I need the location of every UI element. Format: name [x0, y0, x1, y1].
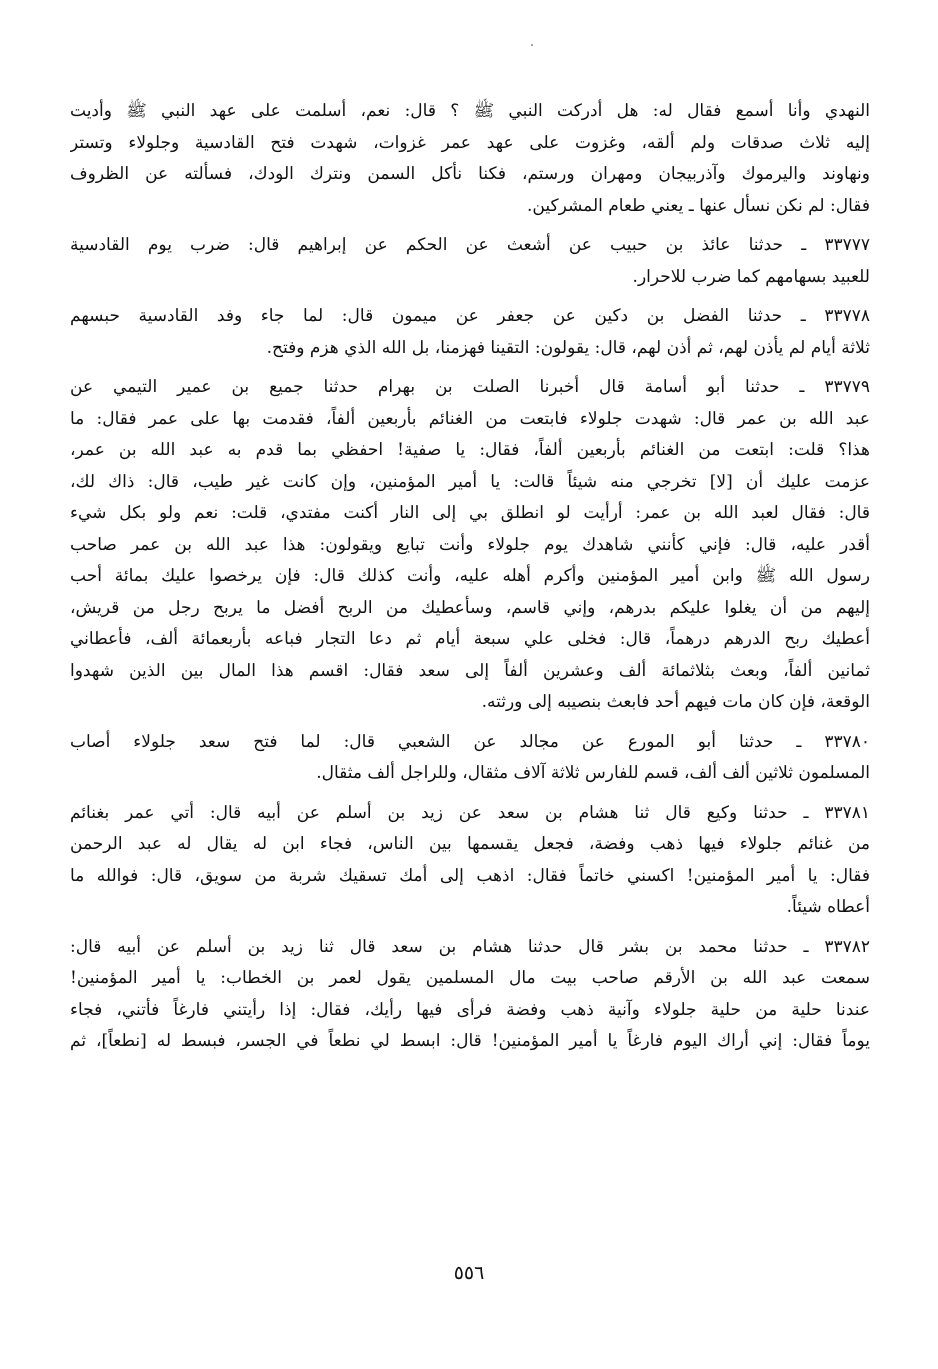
- text-line: ٣٣٧٧٨ ـ حدثنا الفضل بن دكين عن جعفر عن ميمون قال: لما جاء وفد القادسية حبسهم: [70, 306, 870, 326]
- text-line: عبد الله بن عمر قال: شهدت جلولاء فابتعت من الغنائم بأربعين ألفاً، فقدمت بها على عمر فقال: ما: [70, 408, 870, 429]
- paragraph-hadith-33782: [70, 932, 870, 1058]
- text-line: الوقعة، فإن كان مات فيهم أحد فابعث بنصيبه إلى ورثته.: [481, 692, 870, 712]
- scan-speck: [531, 44, 533, 46]
- text-line: المسلمون ثلاثين ألف ألف، قسم للفارس ثلاثة آلاف مثقال، وللراجل ألف مثقال.: [316, 763, 870, 783]
- text-line: أعطيك ربح الدرهم درهماً، قال: فخلى علي سبعة أيام ثم دعا التجار فباعه بأربعمائة ألف، فأعطاني: [70, 629, 870, 649]
- text-line: هذا؟ قلت: ابتعت من الغنائم بأربعين ألفاً، فقال: يا صفية! احفظي بما قدم به عبد الله بن عمر،: [70, 440, 870, 460]
- text-line: أعطاه شيئاً.: [786, 897, 870, 917]
- text-line: إليه ثلاث صدقات ولم ألقه، وغزوت على عهد عمر غزوات، شهدت فتح القادسية وجلولاء وتستر: [70, 132, 870, 153]
- paragraph-hadith-33777: [70, 230, 870, 293]
- text-line: من غنائم جلولاء فيها ذهب وفضة، فجعل يقسمها بين الناس، فجاء ابن له يقال له عبد الرحمن: [70, 834, 870, 854]
- text-line: النهدي وأنا أسمع فقال له: هل أدركت النبي ﷺ ؟ قال: نعم، أسلمت على عهد النبي ﷺ وأديت: [70, 101, 870, 121]
- text-line: سمعت عبد الله بن الأرقم صاحب بيت مال المسلمين يقول لعمر بن الخطاب: يا أمير المؤمنين!: [70, 968, 870, 988]
- paragraph-hadith-33778: [70, 301, 870, 364]
- text-line: ٣٣٧٨٠ ـ حدثنا أبو المورع عن مجالد عن الشعبي قال: لما فتح سعد جلولاء أصاب: [70, 731, 870, 752]
- text-line: ٣٣٧٧٧ ـ حدثنا عائذ بن حبيب عن أشعث عن الحكم عن إبراهيم قال: ضرب يوم القادسية: [70, 235, 870, 255]
- text-line: فقال: يا أمير المؤمنين! اكسني خاتماً فقال: اذهب إلى أمك تسقيك شربة من سويق، قال: فوالله ما: [70, 865, 870, 886]
- text-line: فقال: لم نكن نسأل عنها ـ يعني طعام المشركين.: [527, 195, 870, 216]
- text-line: يوماً فقال: إني أراك اليوم فارغاً يا أمير المؤمنين! قال: ابسط لي نطعاً في الجسر، فبسط له [نطعاً]، ثم: [70, 1031, 870, 1051]
- text-line: عزمت عليك أن [لا] تخرجي منه شيئاً قالت: يا أمير المؤمنين، وإن كانت غير طيب، قال: ذاك لك،: [70, 471, 870, 492]
- paragraph-hadith-33781: [70, 798, 870, 924]
- text-line: رسول الله ﷺ وابن أمير المؤمنين وأكرم أهله عليه، وأنت كذلك قال: فإن يرخصوا عليك بمائة أحب: [70, 566, 870, 586]
- text-line: ٣٣٧٨٢ ـ حدثنا محمد بن بشر قال حدثنا هشام بن سعد قال ثنا زيد بن أسلم عن أبيه قال:: [70, 936, 870, 957]
- text-line: قال: فقال لعبد الله بن عمر: أرأيت لو انطلق بي إلى النار أكنت مفتدي، قلت: نعم ولو بكل شيء: [70, 503, 870, 523]
- text-line: ثلاثة أيام لم يأذن لهم، ثم أذن لهم، قال: يقولون: التقينا فهزمنا، بل الله الذي هزم وفتح.: [266, 337, 870, 358]
- text-line: عندنا حلية من حلية جلولاء وآنية ذهب وفضة فرأى فيها رأيك، فقال: إذا رأيتني فارغاً فأتني، فجاء: [70, 999, 870, 1020]
- paragraph-hadith-33780: [70, 727, 870, 790]
- page-number: ٥٥٦: [453, 1262, 485, 1284]
- text-line: ٣٣٧٨١ ـ حدثنا وكيع قال ثنا هشام بن سعد عن زيد بن أسلم عن أبيه قال: أتي عمر بغنائم: [70, 802, 870, 823]
- paragraph-hadith-33779: [70, 372, 870, 719]
- text-line: للعبيد بسهامهم كما ضرب للاحرار.: [632, 266, 870, 287]
- text-line: إليهم من أن يغلوا عليكم بدرهم، وإني قاسم، وسأعطيك من الربح أفضل ما يربح رجل من قريش،: [70, 597, 870, 618]
- paragraph-continuation: [70, 96, 870, 222]
- text-line: ٣٣٧٧٩ ـ حدثنا أبو أسامة قال أخبرنا الصلت بن بهرام حدثنا جميع بن عمير التيمي عن: [70, 377, 870, 397]
- text-line: ثمانين ألفاً، وبعث بثلاثمائة ألف وعشرين ألفاً إلى سعد فقال: اقسم هذا المال بين الذين شهدوا: [70, 660, 870, 681]
- text-line: ونهاوند واليرموك وآذربيجان ومهران ورستم، فكنا نأكل السمن ونترك الودك، فسألته عن الظروف: [70, 164, 870, 184]
- text-line: أقدر عليه، قال: فإني كأنني شاهدك يوم جلولاء وأنت تبايع ويقولون: هذا عبد الله بن عمر صاحب: [70, 534, 870, 555]
- page-body: [70, 96, 870, 1058]
